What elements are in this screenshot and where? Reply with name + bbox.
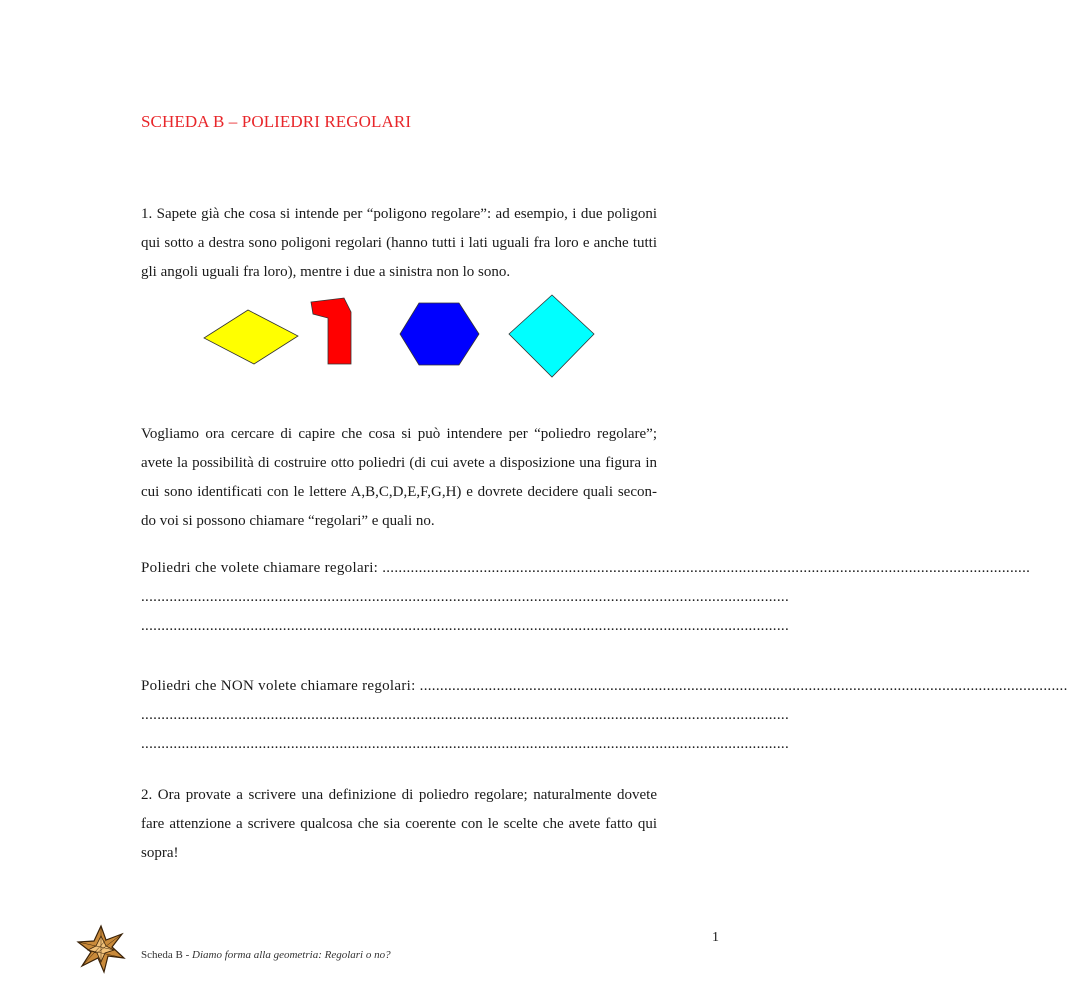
- paragraph-line: Vogliamo ora cercare di capire che cosa si può intendere per “poliedro regolare”;: [141, 426, 657, 442]
- footer-title: Diamo forma alla geometria: Regolari o no?: [192, 949, 391, 961]
- paragraph-line: cui sono identificati con le lettere A,B,C,D,E,F,G,H) e dovrete decidere quali secon-: [141, 484, 657, 500]
- star-polyhedron-logo-icon: [76, 924, 126, 974]
- paragraph-line: do voi si possono chiamare “regolari” e quali no.: [141, 513, 435, 529]
- regular-polyhedra-label: Poliedri che volete chiamare regolari:: [141, 560, 379, 576]
- answer-dots: ................................................................................................................................................................: [141, 707, 789, 723]
- answer-dots: ................................................................................................................................................................: [141, 618, 789, 634]
- paragraph-line: fare attenzione a scrivere qualcosa che sia coerente con le scelte che avete fatto qui: [141, 816, 657, 832]
- footer: [141, 949, 391, 961]
- paragraph-line: gli angoli uguali fra loro), mentre i due a sinistra non lo sono.: [141, 264, 511, 280]
- answer-dots: ................................................................................................................................................................: [419, 678, 1068, 694]
- nonregular-polyhedra-label: Poliedri che NON volete chiamare regolari:: [141, 678, 416, 694]
- section-2-paragraph: [141, 781, 657, 868]
- red-irregular-polygon: [311, 298, 351, 364]
- answer-line: [141, 672, 1068, 701]
- paragraph-line: sopra!: [141, 845, 179, 861]
- paragraph-line: qui sotto a destra sono poligoni regolari (hanno tutti i lati uguali fra loro e anche tutti: [141, 235, 657, 251]
- blue-regular-hexagon: [400, 303, 479, 365]
- paragraph-line: 1. Sapete già che cosa si intende per “poligono regolare”: ad esempio, i due poligoni: [141, 206, 657, 222]
- cyan-square: [509, 295, 594, 377]
- paragraph-line: avete la possibilità di costruire otto poliedri (di cui avete a disposizione una figura in: [141, 455, 657, 471]
- answer-dots: ................................................................................................................................................................: [382, 560, 1031, 576]
- section-1-paragraph: [141, 200, 657, 287]
- regular-polyhedra-answer-field[interactable]: [141, 554, 1031, 641]
- footer-prefix: Scheda B -: [141, 949, 193, 961]
- answer-dots: ................................................................................................................................................................: [141, 736, 789, 752]
- nonregular-polyhedra-answer-field[interactable]: [141, 672, 1068, 759]
- section-1b-paragraph: [141, 420, 657, 536]
- page-number: 1: [712, 930, 719, 945]
- answer-dots: ................................................................................................................................................................: [141, 589, 789, 605]
- polygon-examples-figure: [196, 294, 601, 380]
- page-title: SCHEDA B – POLIEDRI REGOLARI: [141, 112, 412, 131]
- answer-line: [141, 554, 1031, 583]
- yellow-rhombus: [204, 310, 298, 364]
- paragraph-line: 2. Ora provate a scrivere una definizione di poliedro regolare; naturalmente dovete: [141, 787, 657, 803]
